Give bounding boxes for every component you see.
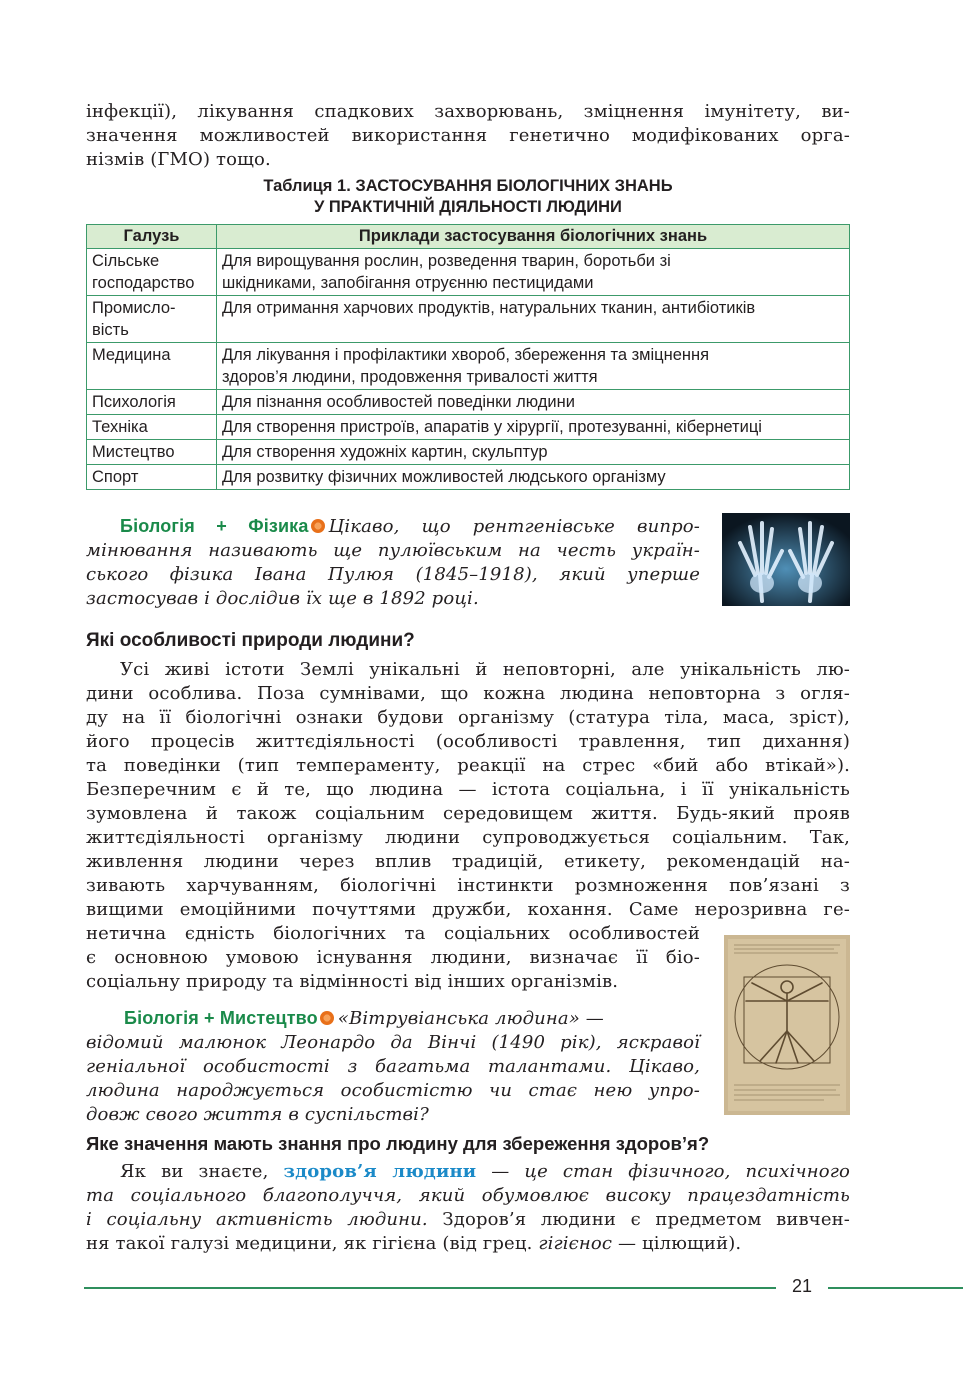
table-row	[87, 465, 850, 490]
flower-icon	[320, 1011, 334, 1025]
paragraph-line: дини особлива. Поза сумнівами, що кожна людина неповторна з огля-	[86, 683, 850, 704]
paragraph-line: зивають харчуванням, біологічні інстинкти розмноження пов’язані з	[86, 875, 850, 896]
table-row	[87, 390, 850, 415]
definition-text: і соціальну активність людини.	[86, 1209, 428, 1230]
example-cell: Для пізнання особливостей поведінки людини	[217, 390, 850, 415]
table-row	[87, 415, 850, 440]
example-cell: Для отримання харчових продуктів, натуральних тканин, антибіотиків	[217, 296, 850, 343]
table-row	[87, 249, 850, 296]
example-cell: Для створення художніх картин, скульптур	[217, 440, 850, 465]
applications-table	[86, 224, 850, 490]
field-cell: Мистецтво	[87, 440, 217, 465]
note-title: Біологія + Мистецтво	[124, 1008, 318, 1028]
column-header-field: Галузь	[87, 225, 217, 249]
note-line: ського фізика Івана Пулюя (1845–1918), який уперше	[86, 564, 700, 585]
biology-art-note	[86, 1006, 700, 1127]
paragraph-text: Здоров’я людини є предметом вивчен-	[442, 1209, 851, 1230]
paragraph-line: та соціального благополуччя, який обумовлює високу працездатність	[86, 1185, 850, 1206]
field-cell: Спорт	[87, 465, 217, 490]
note-line: довж свого життя в суспільстві?	[86, 1104, 429, 1125]
section-heading-health: Яке значення мають знання про людину для збереження здоров’я?	[86, 1133, 710, 1154]
note-line: людина народжується особистістю чи стає нею упро-	[86, 1080, 700, 1101]
paragraph-line: Безперечним є й те, що людина — істота соціальна, і її унікальність	[86, 779, 850, 800]
paragraph-line: ду на її біологічні ознаки будови організму (статура тіла, маса, зріст),	[86, 707, 850, 728]
paragraph-line: живлення людини через вплив традицій, етикету, рекомендацій на-	[86, 851, 850, 872]
column-header-examples: Приклади застосування біологічних знань	[217, 225, 850, 249]
paragraph-line: є основною умовою існування людини, визначає її біо-	[86, 947, 700, 968]
paragraph-line: Усі живі істоти Землі унікальні й неповторні, але унікальність лю-	[120, 659, 850, 680]
paragraph-text: Як ви знаєте,	[120, 1161, 269, 1182]
table-header-row	[87, 225, 850, 249]
definition-text: — це стан фізичного, психічного	[491, 1161, 850, 1182]
biology-physics-note	[86, 514, 700, 611]
flower-icon	[311, 519, 325, 533]
intro-line: значення можливостей використання генетично модифікованих орга-	[86, 125, 850, 146]
example-cell: Для лікування і профілактики хвороб, збереження та зміцнення здоров’я людини, продовження тривалості життя	[217, 343, 850, 390]
note-line: відомий малюнок Леонардо да Вінчі (1490 рік), яскравої	[86, 1032, 700, 1053]
paragraph-line: нетична єдність біологічних та соціальних особливостей	[86, 923, 700, 944]
intro-line: нізмів (ГМО) тощо.	[86, 149, 271, 170]
note-text: «Вітрувіанська людина» —	[337, 1008, 604, 1029]
table-row	[87, 440, 850, 465]
example-cell: Для розвитку фізичних можливостей людського організму	[217, 465, 850, 490]
field-cell: Сільське господарство	[87, 249, 217, 296]
key-term: здоров’я людини	[283, 1161, 477, 1182]
intro-paragraph	[86, 100, 850, 172]
note-title: Біологія + Фізика	[120, 516, 309, 536]
table-caption-line: Таблиця 1. ЗАСТОСУВАННЯ БІОЛОГІЧНИХ ЗНАНЬ	[263, 177, 673, 195]
table-row	[87, 296, 850, 343]
page-number: 21	[791, 1276, 813, 1296]
footer-rule-right	[828, 1287, 963, 1289]
paragraph-line: його процесів життєдіяльності (особливості травлення, тип дихання)	[86, 731, 850, 752]
field-cell: Медицина	[87, 343, 217, 390]
field-cell: Психологія	[87, 390, 217, 415]
vitruvian-man-image	[724, 935, 850, 1115]
paragraph-line	[86, 1232, 850, 1256]
section-heading-human-nature: Які особливості природи людини?	[86, 630, 415, 651]
field-cell: Техніка	[87, 415, 217, 440]
paragraph-line: соціальну природу та відмінності від інших організмів.	[86, 971, 619, 992]
paragraph-text: — цілющий).	[617, 1233, 742, 1254]
paragraph-text: ня такої галузі медицини, як гігієна (від грец.	[86, 1233, 533, 1254]
paragraph-line: життєдіяльності організму людини супроводжується соціальним. Так,	[86, 827, 850, 848]
paragraph-line: та поведінки (тип темпераменту, реакції на стрес «бий або втікай»).	[86, 755, 850, 776]
paragraph-line	[86, 1208, 850, 1232]
example-cell: Для вирощування рослин, розведення тварин, боротьби зі шкідниками, запобігання отруєнню пестицидами	[217, 249, 850, 296]
note-line: геніальної особистості з багатьма талантами. Цікаво,	[86, 1056, 700, 1077]
health-paragraph	[86, 1160, 850, 1256]
note-text: Цікаво, що рентгенівське випро-	[328, 516, 700, 537]
paragraph-line: зумовлена й також соціальним середовищем життя. Будь-який прояв	[86, 803, 850, 824]
intro-line: інфекції), лікування спадкових захворювань, зміцнення імунітету, ви-	[86, 101, 850, 122]
table-caption-line: У ПРАКТИЧНІЙ ДІЯЛЬНОСТІ ЛЮДИНИ	[314, 198, 622, 216]
paragraph-line	[86, 1160, 850, 1184]
greek-term: гігієнос	[538, 1233, 613, 1254]
note-line	[86, 1006, 700, 1031]
note-line: мінювання називають ще пулюївським на честь україн-	[86, 540, 700, 561]
xray-hands-image	[722, 513, 850, 606]
table-row	[87, 343, 850, 390]
table-caption	[86, 176, 850, 218]
example-cell: Для створення пристроїв, апаратів у хірургії, протезуванні, кібернетиці	[217, 415, 850, 440]
footer-rule-left	[84, 1287, 776, 1289]
field-cell: Промисло- вість	[87, 296, 217, 343]
note-line	[86, 514, 700, 539]
note-line: застосував і дослідив їх ще в 1892 році.	[86, 588, 479, 609]
paragraph-line: вищими емоційними почуттями дружби, кохання. Саме нерозривна ге-	[86, 899, 850, 920]
